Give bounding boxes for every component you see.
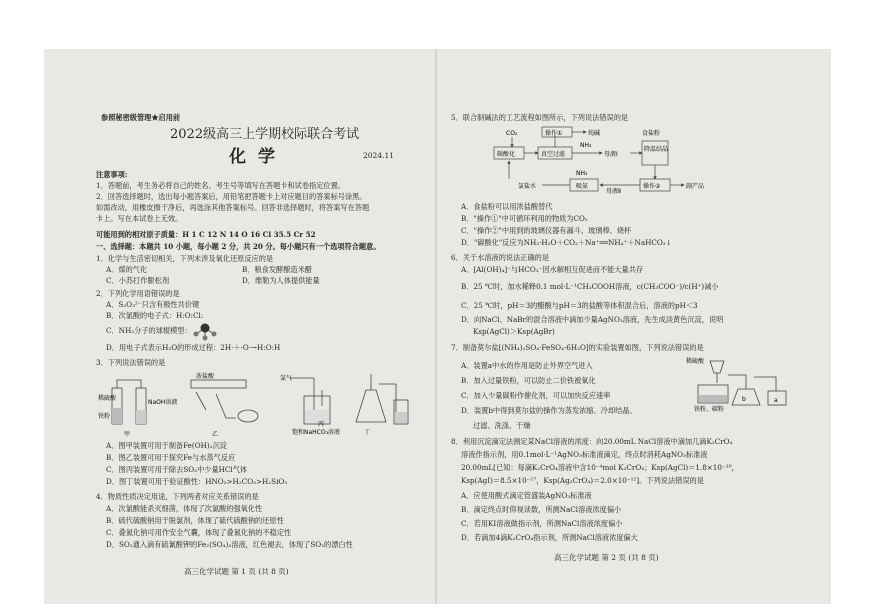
flow-label: 食盐粉 [642, 130, 661, 137]
q6-option-c: C．25 ℃时，pH＝3的醋酸与pH＝3的盐酸等体积混合后，溶液的pH＜3 [461, 301, 698, 310]
confidential-note: 参照秘密级管理★启用前 [101, 113, 181, 122]
ball-stick-model-image [192, 320, 218, 340]
question-5-stem: 5．联合制碱法的工艺流程如图所示，下列说法错误的是 [451, 113, 629, 122]
flow-label: 母液Ⅰ [604, 151, 618, 158]
question-3-stem: 3．下列说法错误的是 [96, 358, 166, 367]
q1-option-b: B．粮食发酵酿造米醋 [242, 265, 312, 274]
flow-label: 碳酸化 [497, 151, 516, 158]
q4-option-c: C．叠氮化钠可用作安全气囊，体现了叠氮化钠的不稳定性 [106, 528, 292, 537]
q7-option-c: C．加入少量碳粉作催化剂，可以加快反应速率 [461, 391, 611, 400]
fig-label: 铁粉 [98, 413, 111, 420]
q6-option-a: A．[Al(OH)₄]⁻与HCO₃⁻因水解相互促进而不能大量共存 [461, 265, 644, 274]
q8-option-b: B．滴定终点时仰视读数，所测NaCl溶液浓度偏小 [461, 505, 622, 514]
question-8-stem: 8．利用沉淀滴定法测定某NaCl溶液的浓度：向20.00mL NaCl溶液中滴加几滴K₂CrO₄ [451, 437, 733, 446]
q5-option-c: C．"操作②"中用到的玻璃仪器有漏斗、玻璃棒、烧杯 [461, 226, 632, 235]
notice-title: 注意事项: [96, 170, 128, 179]
question-2-stem: 2．下列化学用语错误的是 [96, 289, 180, 298]
exam-sheet [44, 49, 831, 604]
apparatus-yi [191, 380, 258, 422]
flow-label: CO₂ [506, 130, 518, 137]
page-footer: 高三化学试题 第 1 页 (共 8 页) [184, 567, 289, 576]
flow-label: 氯盐水 [518, 183, 537, 190]
q4-option-d: D．SO₂通入滴有硫氰酸钾的Fe₂(SO₄)₃溶液，红色褪去，体现了SO₂的漂白性 [106, 540, 353, 549]
q4-option-b: B．硫代硫酸钠用于脱氯剂，体现了硫代硫酸钠的还原性 [106, 516, 284, 525]
exam-date: 2024.11 [363, 151, 395, 160]
q3-option-a: A．图甲装置可用于制备Fe(OH)₂沉淀 [106, 441, 227, 450]
flow-label: 纯碱 [588, 130, 601, 137]
fig-label: 稀硫酸 [98, 395, 117, 402]
q7-option-d-cont: 过滤、洗涤、干燥 [473, 421, 531, 430]
flow-label: 真空过滤 [541, 151, 566, 158]
page-footer: 高三化学试题 第 2 页 (共 8 页) [554, 553, 659, 562]
question-4-stem: 4．物质性质决定用途，下列两者对应关系错误的是 [96, 492, 259, 501]
question-7-stem: 7．制备莫尔盐[(NH₄)₂SO₄·FeSO₄·6H₂O]的实验装置如图，下列说法错误的是 [451, 343, 704, 352]
q1-option-a: A．煤的气化 [106, 265, 148, 274]
fig-label: 浓盐酸 [196, 373, 215, 380]
flow-label: 操作② [643, 183, 661, 190]
q4-option-a: A．次氯酸能杀灭细菌，体现了次氯酸的强氧化性 [106, 504, 263, 513]
fig-label: 氯气 [280, 375, 293, 382]
process-flow-diagram [492, 127, 732, 197]
q2-option-b: B．次氯酸的电子式：H:O:Cl: [106, 311, 204, 320]
fig-label: b [742, 396, 746, 403]
notice-line: 卡上。写在本试卷上无效。 [96, 214, 183, 223]
q7-option-d: D．装置b中得到莫尔盐的操作为蒸发浓缩、冷却结晶、 [461, 406, 637, 415]
apparatus-figure [96, 370, 426, 438]
q6-option-b: B．25 ℃时，加水稀释0.1 mol·L⁻¹CH₃COOH溶液，c(CH₃COO⁻)/c(H⁺)减小 [461, 282, 719, 291]
q1-option-d: D．维勒为人体提供能量 [242, 276, 320, 285]
fig-label: 饱和NaHCO₃溶液 [292, 429, 340, 436]
q5-option-a: A．食盐粉可以用浓盐酸替代 [461, 202, 553, 211]
atomic-mass-line: 可能用到的相对原子质量：H 1 C 12 N 14 O 16 Cl 35.5 Cr 52 [96, 230, 316, 239]
q8-option-a: A．应使用酸式滴定管盛装AgNO₃标准液 [461, 491, 592, 500]
section-title: 一、选择题：本题共 10 小题，每小题 2 分，共 20 分。每小题只有一个选项符合题意。 [96, 242, 381, 251]
flow-label: 吸氨 [576, 183, 589, 190]
fig-label: NaOH溶液 [148, 399, 178, 406]
flow-label: 母液Ⅱ [606, 188, 621, 195]
question-8-stem-cont: Ksp(AgI)＝8.5×10⁻¹⁷，Ksp(Ag₂CrO₄)＝2.0×10⁻¹²]。下列说法错误的是 [461, 476, 704, 485]
q5-option-b: B．"操作①"中可循环利用的物质为CO₂ [461, 214, 588, 223]
q2-option-a: A．S₂O₃²⁻只含有极性共价键 [106, 300, 200, 309]
fig-label: 甲 [124, 431, 131, 438]
fig-label: 铁粉、碳粉 [694, 406, 725, 413]
flow-label: 降温结晶 [644, 146, 669, 153]
question-6-stem: 6．关于水溶液的说法正确的是 [451, 253, 550, 262]
notice-line: 2．回答选择题时，选出每小题答案后，用铅笔把答题卡上对应题目的答案标号涂黑。 [96, 192, 367, 201]
q3-option-c: C．图丙装置可用于除去SO₂中少量HCl气体 [106, 465, 248, 474]
question-8-stem-cont: 溶液作指示剂，用0.1mol·L⁻¹AgNO₃标准液滴定，终点时消耗AgNO₃标准液 [461, 450, 708, 459]
exam-title: 2022级高三上学期校际联合考试 [170, 127, 360, 142]
apparatus-bing [290, 378, 330, 424]
fig-label: 丙 [318, 421, 325, 428]
q2-option-c: C．NH₃分子的球棍模型： [106, 326, 192, 335]
q2-option-d: D．用电子式表示H₂O的形成过程：2H·＋·O·→H:O:H [106, 343, 281, 352]
q3-option-b: B．图乙装置可用于探究Fe与水蒸气反应 [106, 453, 236, 462]
fig-label: 稀硫酸 [686, 358, 705, 365]
subject-title: 化学 [229, 147, 287, 167]
fig-label: 丁 [364, 429, 371, 436]
q8-option-d: D．若滴加4滴K₂CrO₄指示剂，所测NaCl溶液浓度偏大 [461, 533, 638, 542]
exam-page-2 [436, 49, 831, 604]
notice-line: 如需改动，用橡皮擦干净后，再选涂其他答案标号。回答非选择题时，将答案写在答题 [96, 203, 370, 212]
apparatus-ding [356, 374, 408, 424]
mohr-salt-apparatus-figure [684, 355, 794, 413]
flow-label: NH₃ [576, 170, 588, 177]
q6-option-d: D．向NaCl、NaBr的混合溶液中滴加少量AgNO₃溶液，先生成淡黄色沉淀，说明 [461, 315, 724, 324]
question-1-stem: 1．化学与生活密切相关，下列未涉及氧化还原反应的是 [96, 254, 274, 263]
exam-page-1 [44, 49, 436, 604]
question-8-stem-cont: 20.00mL[已知：每滴K₂CrO₄溶液中含10⁻⁴mol K₂CrO₄；Ksp(AgCl)＝1.8×10⁻¹⁰， [461, 463, 739, 472]
notice-line: 1．答题前，考生务必将自己的姓名、考生号等填写在答题卡和试卷指定位置。 [96, 181, 345, 190]
q3-option-d: D．图丁装置可用于验证酸性：HNO₃>H₂CO₃>H₂SiO₃ [106, 477, 288, 486]
apparatus-jia [112, 380, 146, 424]
q7-option-a: A．装置a中水的作用是防止外界空气进入 [461, 361, 593, 370]
q7-option-b: B．加入过量铁粉，可以防止二价铁被氧化 [461, 376, 596, 385]
q8-option-c: C．若用KI溶液做指示剂，所测NaCl溶液浓度偏小 [461, 519, 623, 528]
flow-label: NH₃ [580, 142, 592, 149]
fig-label: a [774, 397, 778, 404]
flow-label: 副产品 [686, 183, 705, 190]
q5-option-d: D．"碳酸化"反应为NH₃·H₂O＋CO₂＋Na⁺══NH₄⁺＋NaHCO₃↓ [461, 238, 672, 247]
flow-label: 操作① [545, 130, 563, 137]
q1-option-c: C．小苏打作膨松剂 [106, 276, 170, 285]
q6-option-d-cont: Ksp(AgCl)＞Ksp(AgBr) [473, 327, 555, 336]
fig-label: 乙 [212, 431, 219, 438]
